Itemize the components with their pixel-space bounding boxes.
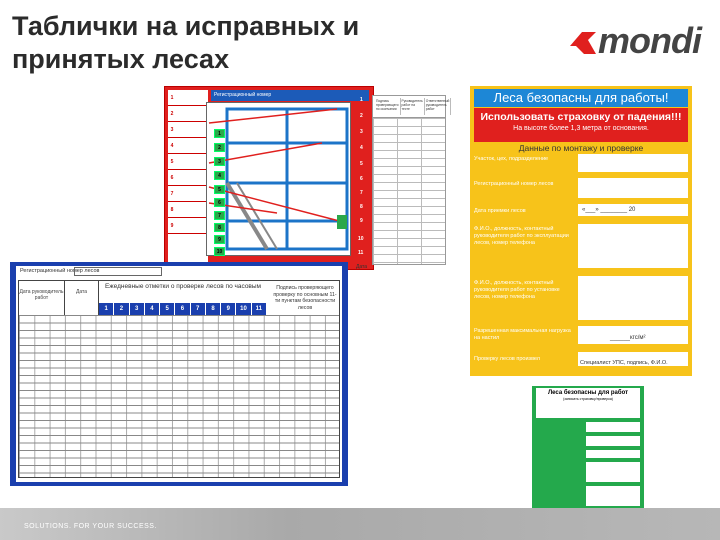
point-number: 3 [360,129,363,135]
point-number: 2 [360,113,363,119]
check-cell: 6 [214,198,225,207]
red-sign-header: Регистрационный номер [211,90,369,101]
red-sign-signature-table: Подпись проверяющего по окончании Руководитель работ на тесте Ответственный руководитель работ [372,95,446,265]
point-number: 5 [360,161,363,167]
logo-text: mondi [598,20,701,61]
row-reg-number: Регистрационный номер лесов [474,178,688,200]
scaffold-drawing [207,103,352,257]
yellow-sign-subtitle: Данные по монтажу и проверке [518,143,644,153]
signature-title: Подпись проверяющего проверку по основным 11-ти пунктам безопасности лесов [273,285,337,311]
check-cell: 7 [214,211,225,220]
check-cell: 2 [214,143,225,152]
check-cell: 1 [214,129,225,138]
row-inspector: Проверку лесов произвел [474,352,688,368]
point-number: 10 [358,236,364,242]
point-number: 9 [360,218,363,224]
check-cell: 5 [214,185,225,194]
row-max-load: Разрешенная максимальная нагрузка на настил ______кгс/м² [474,326,688,348]
reg-number-label: Регистрационный номер лесов [20,268,100,274]
inspection-grid [19,315,339,477]
reg-number-field [74,267,162,276]
check-cell: 9 [214,235,225,244]
inspector-signature-label: Специалист УПС, подпись, Ф.И.О. [580,360,668,366]
red-sign-checklist: 1 2 3 4 5 6 7 8 9 [168,90,208,262]
point-number: 1 [360,97,363,103]
point-number: 7 [360,190,363,196]
point-number: 8 [360,204,363,210]
check-cell: 10 [214,247,225,256]
slide-title: Таблички на исправных и принятых лесах [12,11,360,74]
daily-checks-title: Ежедневные отметки о проверке лесов по часовым [104,283,262,290]
row-operation-manager: Ф.И.О., должность, контактный руководителя работ по эксплуатации лесов, номер телефона [474,224,688,272]
row-department: Участок, цех, подразделение [474,154,688,174]
col-date: Дата [65,281,99,315]
check-numbers-row: 1 2 3 4 5 6 7 8 9 10 11 [99,303,267,315]
check-cell: 8 [214,223,225,232]
yellow-sign-title: Леса безопасны для работы! [474,89,688,107]
mondi-mark-icon [566,26,600,60]
scaffold-diagram [206,102,351,256]
point-number: 4 [360,145,363,151]
yellow-scaffold-sign [470,86,692,376]
date-label: Дата [356,264,368,270]
blue-inspection-form [10,262,348,486]
footer-slogan: SOLUTIONS. FOR YOUR SUCCESS. [24,523,157,530]
check-cell: 4 [214,171,225,180]
col-responsible: Дата руководитель работ [19,281,65,315]
mondi-logo [566,20,712,66]
point-number: 6 [360,176,363,182]
green-sign-header: Леса безопасны для работ (записать страховку/проверка) [536,388,640,418]
row-install-manager: Ф.И.О., должность, контактный руководителя работ по установке лесов, номер телефона [474,276,688,322]
row-accept-date: Дата приемки лесов «___» ________ 20 [474,204,688,218]
inspection-table [18,280,340,478]
point-number: 11 [358,250,364,256]
fall-protection-banner: Использовать страховку от падения!!! На высоте более 1,3 метра от основания. [474,108,688,142]
check-cell: 3 [214,157,225,166]
